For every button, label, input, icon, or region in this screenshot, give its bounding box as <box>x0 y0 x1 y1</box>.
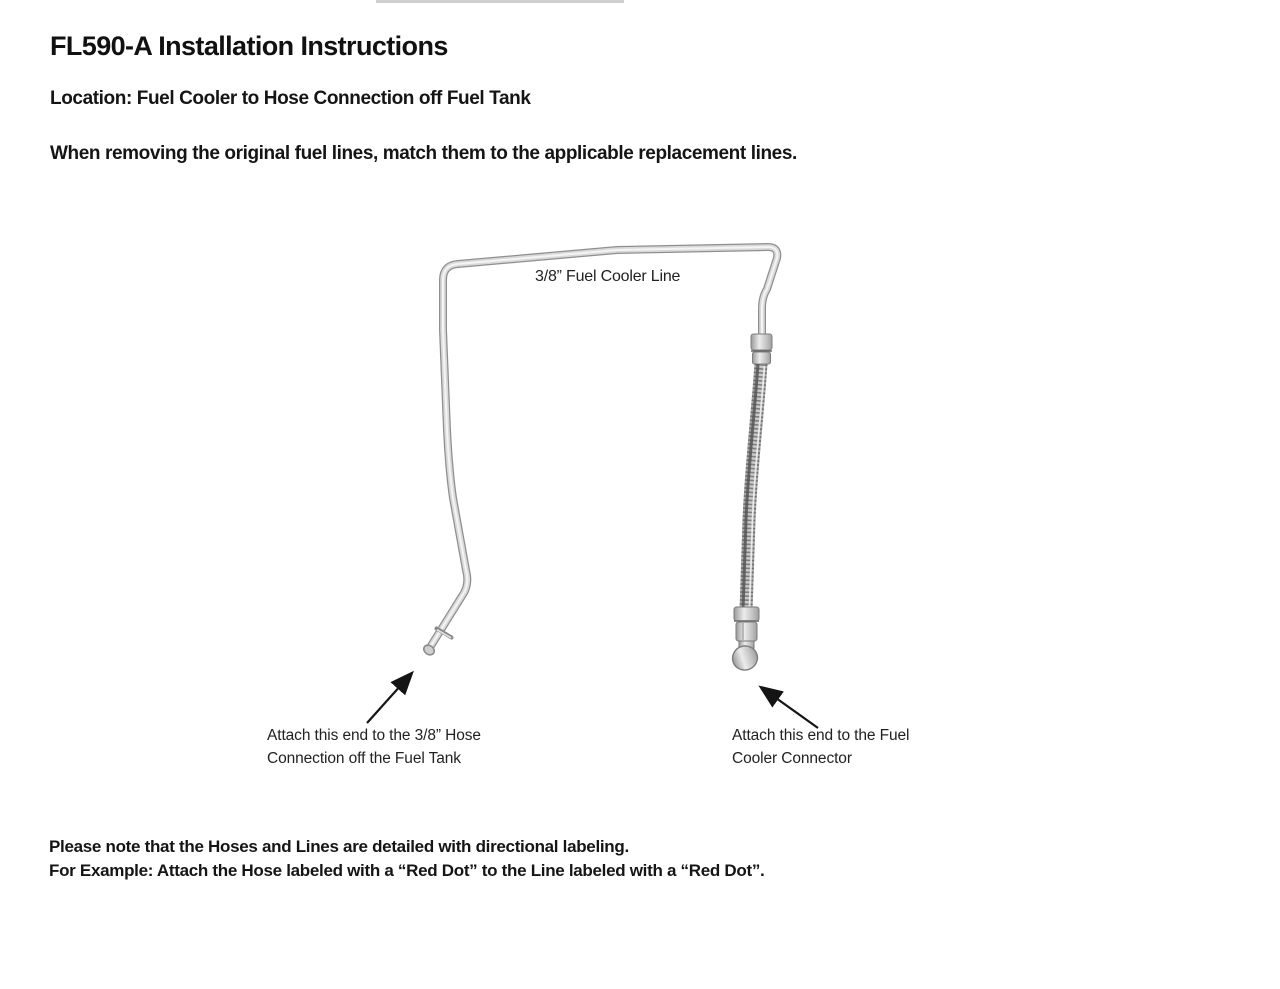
directional-labeling-note <box>49 835 764 883</box>
hose-ferrule <box>751 334 772 364</box>
right-arrow-icon <box>762 688 818 728</box>
part-label: 3/8” Fuel Cooler Line <box>535 268 681 285</box>
location-subtitle: Location: Fuel Cooler to Hose Connection off Fuel Tank <box>50 88 531 109</box>
braided-hose <box>743 364 765 610</box>
instruction-text: When removing the original fuel lines, match them to the applicable replacement lines. <box>50 143 797 164</box>
right-callout-line1: Attach this end to the Fuel <box>732 727 910 744</box>
fuel-line-tube <box>429 247 777 649</box>
left-callout-line1: Attach this end to the 3/8” Hose <box>267 727 481 744</box>
left-arrow-icon <box>367 674 411 723</box>
right-callout-line2: Cooler Connector <box>732 750 852 767</box>
note-line1: Please note that the Hoses and Lines are detailed with directional labeling. <box>49 837 629 856</box>
page-title: FL590-A Installation Instructions <box>50 31 448 61</box>
note-line2: For Example: Attach the Hose labeled with a “Red Dot” to the Line labeled with a “Red Dot”. <box>49 861 765 880</box>
right-callout <box>732 724 909 770</box>
hose-end-fitting <box>729 607 760 673</box>
left-callout <box>267 724 481 770</box>
left-callout-line2: Connection off the Fuel Tank <box>267 750 461 767</box>
